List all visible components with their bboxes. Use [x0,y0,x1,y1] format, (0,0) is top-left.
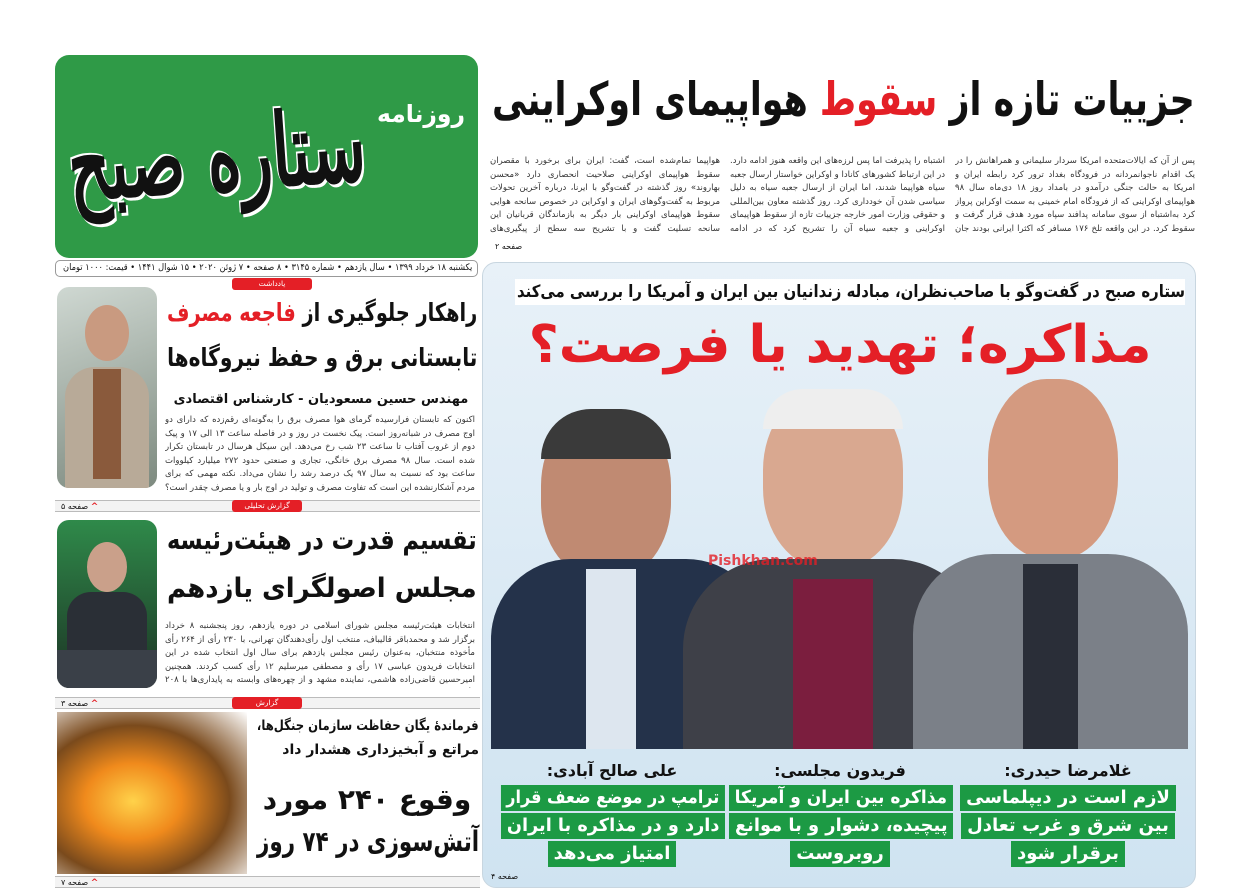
watermark: Pishkhan.com [708,553,818,569]
lead-column-1: پس از آن که ایالات‌متحده امریکا سردار سلیمانی و همراهانش را در یک اقدام ناجوانمردانه در فرودگاه بغداد ترور کرد رابطه ایران و امریکا به حالت جنگی درآمدو در بامداد روز ۱۸ دی‌ماه سال ۹۸ هواپیمای اوکراینی که از فرودگاه امام خمینی به سمت اوکراین پرواز کرد به‌اشتباه از سوی سامانه پدافند سپاه مورد هدف قرار گرفت و سقوط کرد. در این واقعه تلخ ۱۷۶ مسافر که اکثرا ایرانی بودند جان [955,156,1195,234]
feature-title[interactable]: مذاکره؛ تهدید یا فرصت؟ [528,315,1152,375]
quote-line: بین شرق و غرب تعادل [955,813,1181,841]
date-bar: یکشنبه ۱۸ خرداد ۱۳۹۹ • سال یازدهم • شماره ۳۱۴۵ • ۸ صفحه • ۷ ژوئن ۲۰۲۰ • ۱۵ شوال ۱۴۴۱ • قیمت: ۱۰۰۰ تومان [55,260,478,277]
article-title-line2[interactable]: مجلس اصولگرای یازدهم [167,573,477,604]
quote-name: علی صالح آبادی: [546,761,678,780]
article-title-line2[interactable]: تابستانی برق و حفظ نیروگاه‌ها [166,343,477,372]
lead-column-3: هواپیما تمام‌شده است، گفت: ایران برای برخورد با مقصران سقوط هواپیمای اوکراینی صلاحیت انحصاری دارد «محسن بهاروند» روز گذشته در گفت‌وگو با ایرنا، درباره آخرین تحولات مربوط به گفت‌وگوهای ایران و اوکراین در خصوص سانحه هوایی سقوط هواپیمای اوکراینی بار دیگر به بازماندگان قربانیان این سانحه تسلیت گفت و با تشریح سه سطح از پیگیری‌های [490,156,720,234]
feature-subhead: ستاره صبح در گفت‌وگو با صاحب‌نظران، مبادله زندانیان بین ایران و آمریکا را بررسی می‌کند [515,279,1185,305]
article-kicker: فرماندهٔ یگان حفاظت سازمان جنگل‌ها، [257,718,479,734]
article-title[interactable]: راهکار جلوگیری از فاجعه مصرف [166,298,477,327]
quote-line: مذاکره بین ایران و آمریکا [727,785,953,813]
quote-line: پیچیده، دشوار و با موانع [727,813,953,841]
quote-line: لازم است در دیپلماسی [955,785,1181,813]
section-tab: یادداشت [232,278,312,290]
article-title[interactable]: تقسیم قدرت در هیئت‌رئیسه [167,525,477,556]
section-tab: گزارش [232,697,302,709]
page-link[interactable]: صفحه ۴ [491,872,519,881]
quote-line: دارد و در مذاکره با ایران [499,813,725,841]
quote-line: ترامپ در موضع ضعف قرار [499,785,725,813]
page-ref[interactable]: صفحه ۲ [495,242,523,251]
article-author: مهندس حسین مسعودیان - کارشناس اقتصادی [173,392,469,407]
page-link[interactable]: صفحه ۷ [61,878,89,887]
article-title[interactable]: وقوع ۲۴۰ مورد [262,783,472,816]
article-body: اکنون که تابستان فرارسیده گرمای هوا مصرف برق را به‌گونه‌ای رقم‌زده که دارای دو اوج مصرف در شبانه‌روز است. پیک نخست در روز و در فاصله ساعت ۱۳ الی ۱۷ و پیک دوم از غروب آفتاب تا ساعت ۲۳ شب رخ می‌دهد. این سیکل هرسال در تابستان تکرار شده است. سال ۹۸ مصرف برق خانگی، تجاری و صنعتی حدود ۲۷۲ میلیارد کیلووات ساعت بود که نسبت به سال ۹۷ یک درصد رشد را نشان می‌داد. نکته مهمی که برای مردم آشکارنشده این است که تفاوت مصرف و تولید در اوج بار و یا مصرف چقدر است؟ [165,415,475,493]
page-link[interactable]: صفحه ۳ [61,699,89,708]
section-footer: ^ صفحه ۵ [55,500,480,512]
masthead-subtitle: روزنامه [376,100,465,128]
section-tab: گزارش تحلیلی [232,500,302,512]
article-kicker-line2: مراتع و آبخیزداری هشدار داد [282,742,479,758]
lead-headline[interactable]: جزییات تازه از سقوط هواپیمای اوکراینی [492,72,1195,126]
section-footer: ^ صفحه ۳ [55,697,480,709]
page-link[interactable]: صفحه ۵ [61,502,89,511]
article-body: انتخابات هیئت‌رئیسه مجلس شورای اسلامی در دوره یازدهم، روز پنجشنبه ۸ خرداد برگزار شد و محمدباقر قالیباف، منتخب اول رأی‌دهندگان تهرانی، با ۲۳۰ رأی از ۲۶۴ رأی مأخوذه منتخبان، به‌عنوان رئیس مجلس یازدهم برای سال اول انتخاب شده در این انتخابات فریدون عباسی ۱۷ رأی و مصطفی میرسلیم ۱۲ رأی کسب کردند. همچنین امیرحسین قاضی‌زاده هاشمی، نماینده مشهد و از چهره‌های وابسته به پایداری‌ها با ۲۰۸ [165,621,475,685]
lead-column-2: اشتباه را پذیرفت اما پس لرزه‌های این واقعه هنوز ادامه دارد. در این ارتباط کشورهای کانادا و اوکراین خواستار ارسال جعبه سیاه هواپیما شدند، اما ایران از ارسال جعبه سیاه به دلیل سیاسی شدن آن خودداری کرد. روز گذشته معاون بین‌المللی و حقوقی وزارت امور خارجه جزییات تازه از سقوط هواپیمای اوکراینی و جعبه سیاه آن را تشریح کرد که در ادامه [730,156,945,234]
article-title-line2[interactable]: آتش‌سوزی در ۷۴ روز [256,825,479,858]
photo-gholamreza-heydari [913,379,1188,749]
quote-line: امتیاز می‌دهد [499,841,725,869]
quote-line: روبروست [727,841,953,869]
quote-name: فریدون مجلسی: [774,761,906,780]
feature-story [482,262,1196,888]
quote-name: غلامرضا حیدری: [1004,761,1132,780]
quote-line: برقرار شود [955,841,1181,869]
section-footer: ^ صفحه ۷ [55,876,480,888]
newspaper-logo: ستاره صبح [64,85,370,225]
